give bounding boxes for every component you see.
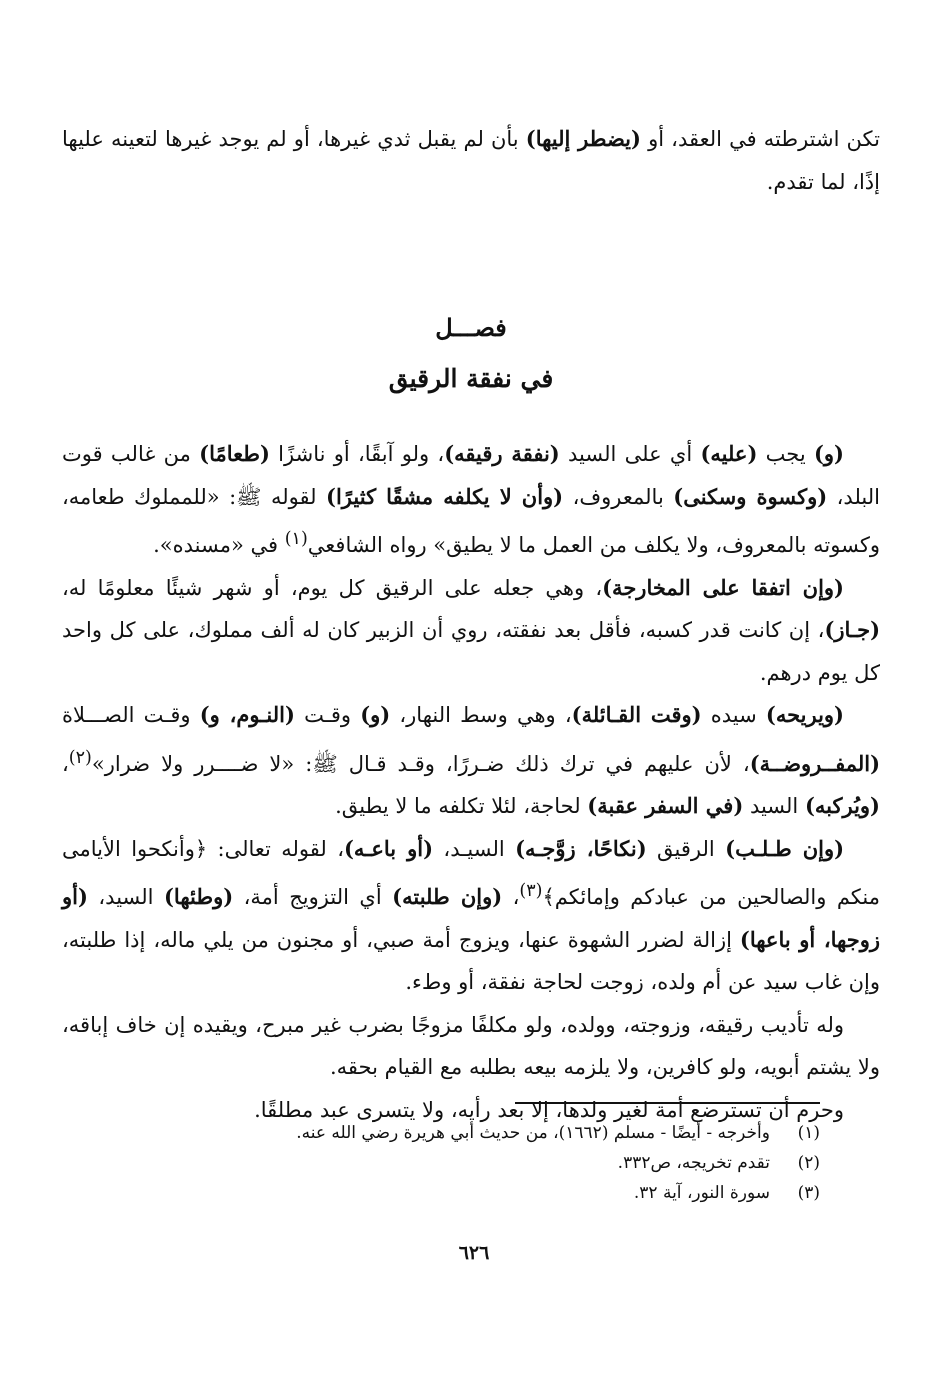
p3-bold: (في السفر عقبة) <box>587 793 744 818</box>
footnote-text: تقدم تخريجه، ص٣٣٢. <box>617 1153 770 1173</box>
p1-text: يجب <box>757 442 814 466</box>
p3-bold: (النـوم، و) <box>199 702 295 727</box>
intro-text-2: بأن لم يقبل ثدي غيرها، أو لم يوجد غيرها لتعينه عليها إذًا، لما تقدم. <box>62 127 880 194</box>
intro-text: تكن اشترطته في العقد، أو <box>640 127 880 151</box>
p2-text: ، وهي جعله على الرقيق كل يوم، أو شهر شيئًا معلومًا له، <box>62 575 603 600</box>
section-title: في نفقة الرقيق <box>388 364 554 393</box>
p4-text: أي التزويج أمة، <box>233 885 393 909</box>
paragraph-6: وحرم أن تسترضع أمة لغير ولدها، إلا بعد رأيه، ولا يتسرى عبد مطلقًا. <box>254 1097 844 1122</box>
p1-text: لقوله ﷺ: «للمملوك طعامه، وكسوته بالمعروف، ولا يكلف من العمل ما لا يطيق» رواه الشافعي <box>62 484 880 557</box>
section-marker: فصـــل <box>435 313 507 342</box>
footnote-text: سورة النور، آية ٣٢. <box>633 1183 770 1203</box>
p3-text: سيده <box>701 703 766 727</box>
paragraph-2 <box>62 567 880 695</box>
p4-text: إزالة لضرر الشهوة عنها، ويزوج أمة صبي، أو مجنون من يلي ماله، إذا طلبته، وإن غاب سيد عن أم ولده، زوجت لحاجة نفقة، أو وطء. <box>62 927 880 994</box>
p4-bold: (نكاحًا، زوَّجـه) <box>515 835 647 861</box>
footnote-ref-3[interactable]: (٣) <box>519 881 543 901</box>
p1-text: أي على السيد <box>559 442 701 466</box>
p1-bold: (نفقة رقيقه) <box>444 441 560 466</box>
footnote-3 <box>130 1178 820 1208</box>
p4-bold: (وطئها) <box>164 884 234 909</box>
p3-text: ، لأن عليهم في ترك ذلك ضـررًا، وقـد قـال ﷺ: «لا ضــــرر ولا ضرار» <box>91 751 750 776</box>
p1-text: من غالب قوت البلد، <box>62 442 880 509</box>
p1-bold: (وكسوة وسكنى) <box>673 483 828 509</box>
p4-text: السيـد، <box>433 836 516 861</box>
p4-bold: (وإن طلبته) <box>392 884 503 909</box>
p3-bold: (ويُركبه) <box>804 793 880 818</box>
footnote-ref-2[interactable]: (٢) <box>68 747 92 768</box>
footnote-text: وأخرجه - أيضًا - مسلم (١٦٦٢)، من حديث أبي هريرة رضي الله عنه. <box>296 1123 770 1143</box>
p3-text: لحاجة، لئلا تكلفه ما لا يطيق. <box>335 794 588 818</box>
footnote-2 <box>130 1148 820 1178</box>
footnote-number: (٣) <box>797 1183 820 1203</box>
p1-text: بالمعروف، <box>563 484 674 509</box>
p3-text: وقـت <box>294 703 361 727</box>
page-number: ٦٢٦ <box>458 1242 490 1264</box>
p2-bold: (جـاز) <box>824 617 880 642</box>
p4-text: الرقيق <box>646 836 726 861</box>
p4-bold: (وإن طـلـب) <box>725 835 845 861</box>
footnote-divider <box>515 1102 820 1104</box>
p3-bold: (المفــروضــة) <box>749 750 880 776</box>
p4-bold: (أو باعـه) <box>343 835 434 861</box>
p1-text: في «مسنده». <box>153 533 285 557</box>
p3-bold: (ويريحه) <box>765 702 844 727</box>
p4-text: ، لقوله تعالى: ﴿وأنكحوا الأيامى منكم والصالحين من عبادكم وإمائكم﴾ <box>62 836 880 909</box>
p1-bold: (عليه) <box>700 441 758 466</box>
paragraph-3 <box>62 694 880 828</box>
p1-bold: (وأن لا يكلفه مشقًا كثيرًا) <box>326 483 564 509</box>
p1-bold: (طعامًا) <box>199 441 270 466</box>
p2-bold: (وإن اتفقا على المخارجة) <box>602 574 844 600</box>
footnote-number: (١) <box>797 1123 820 1143</box>
footnotes <box>130 1118 820 1208</box>
p3-bold: (و) <box>360 702 391 727</box>
p4-bold: (أو زوجها، أو باعها) <box>62 884 880 952</box>
p3-text: ، <box>62 751 69 776</box>
p1-text: ، ولو آبقًا، أو ناشزًا <box>269 442 445 466</box>
p3-text: وقـت الصـــلاة <box>62 703 200 727</box>
paragraph-5: وله تأديب رقيقه، وزوجته، وولده، ولو مكلفًا مزوجًا بضرب غير مبرح، ويقيده إن خاف إباقه، ولا يشتم أبويه، ولو كافرين، ولا يلزمه بيعه بطلبه مع القيام بحقه. <box>62 1012 880 1079</box>
p4-text: السيد، <box>87 885 164 909</box>
p3-text: ، وهي وسط النهار، <box>390 703 572 727</box>
footnote-ref-1[interactable]: (١) <box>284 529 308 549</box>
paragraph-4 <box>62 828 880 1004</box>
p3-text: السيد <box>743 794 805 818</box>
intro-bold: (يضطر إليها) <box>525 126 641 151</box>
p4-text: ، <box>502 885 520 909</box>
p1-bold: (و) <box>813 441 844 466</box>
page-body <box>62 118 880 1131</box>
p3-bold: (وقت القـائلة) <box>571 702 702 727</box>
intro-paragraph <box>62 118 880 203</box>
p2-text: ، إن كانت قدر كسبه، فأقل بعد نفقته، روي أن الزبير كان له ألف مملوك، على كل واحد كل يوم درهم. <box>62 618 880 685</box>
paragraph-1 <box>62 433 880 567</box>
footnote-1 <box>130 1118 820 1148</box>
footnote-number: (٢) <box>797 1153 820 1173</box>
